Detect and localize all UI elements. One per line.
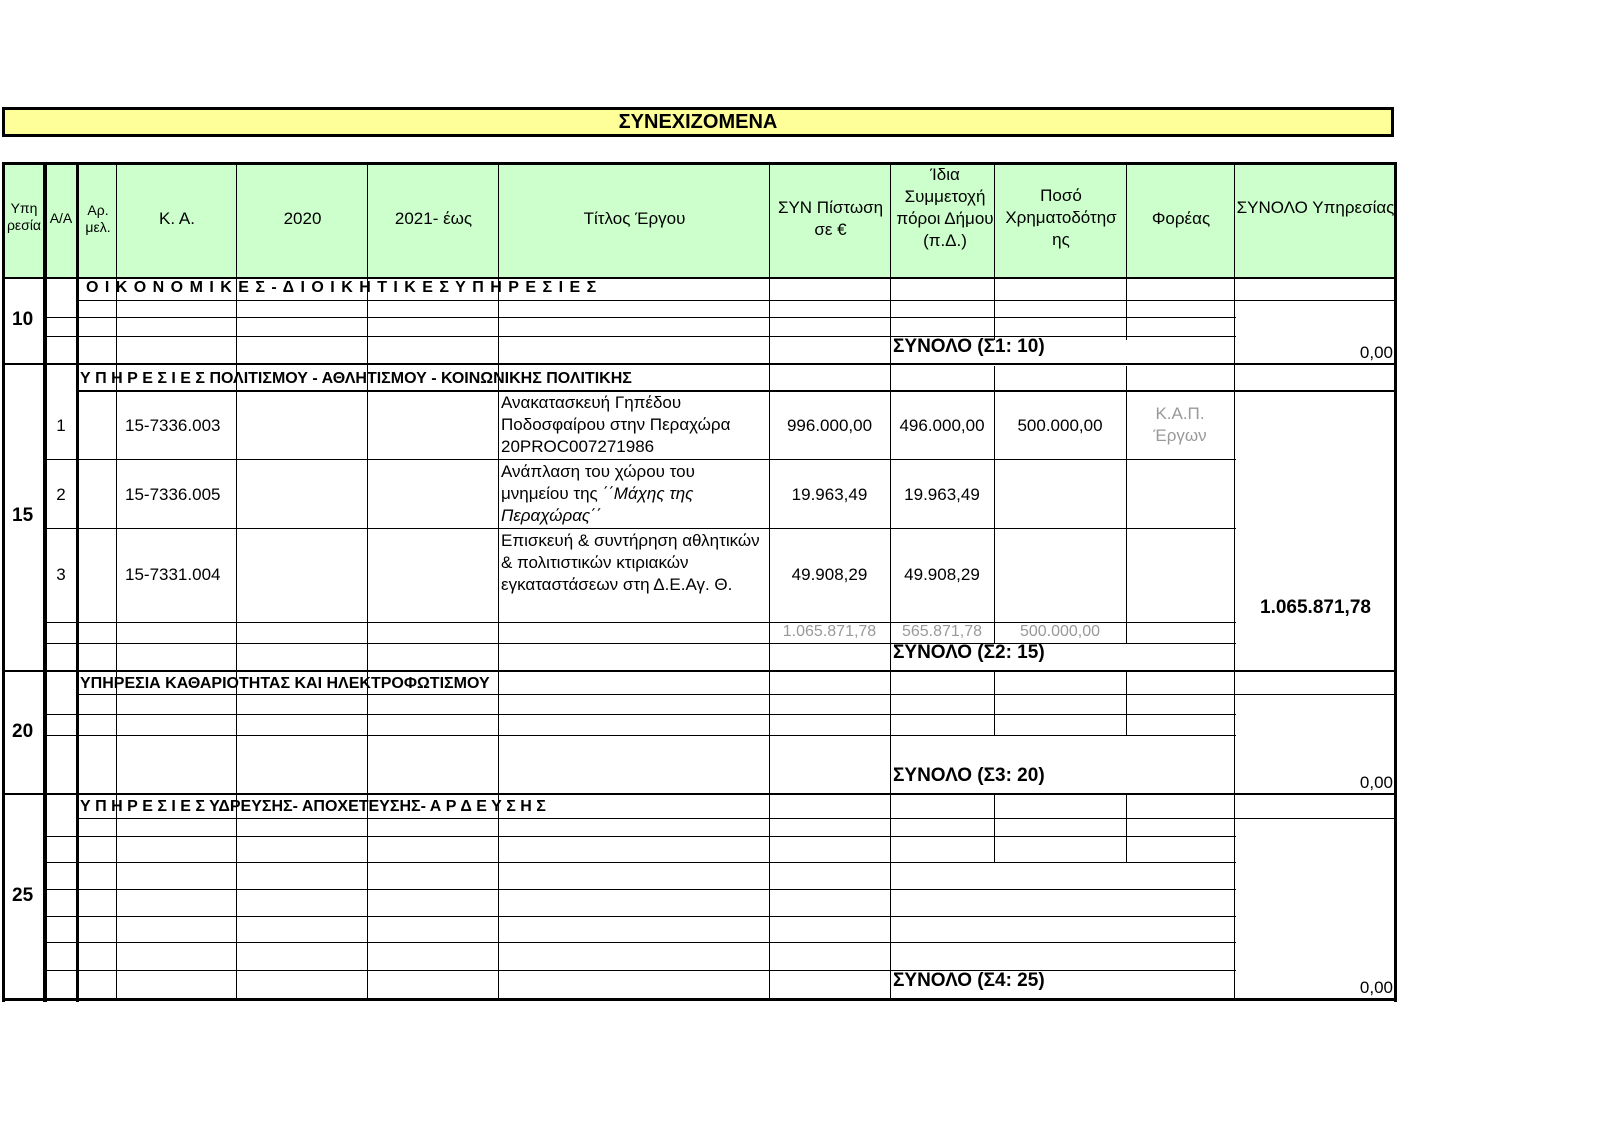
section-15-sum-label: ΣΥΝΟΛΟ (Σ2: 15) xyxy=(893,642,1045,663)
section-25-total: 0,00 xyxy=(1359,978,1393,997)
row-1-ka: 15-7336.003 xyxy=(125,416,221,435)
subtotal-credit: 1.065.871,78 xyxy=(782,623,877,640)
row-3-credit: 49.908,29 xyxy=(791,565,868,584)
header-aa: Α/Α xyxy=(49,210,73,226)
section-15-title: Υ Π Η Ρ Ε Σ Ι Ε Σ ΠΟΛΙΤΙΣΜΟΥ - ΑΘΛΗΤΙΣΜΟΥ - ΚΟΙΝΩΝΙΚΗΣ ΠΟΛΙΤΙΚΗΣ xyxy=(80,370,632,387)
section-10-sum-label: ΣΥΝΟΛΟ (Σ1: 10) xyxy=(893,336,1045,357)
section-20-total: 0,00 xyxy=(1359,773,1393,792)
section-10-total: 0,00 xyxy=(1359,343,1393,362)
subtotal-own: 565.871,78 xyxy=(901,623,983,640)
section-25-sum-label: ΣΥΝΟΛΟ (Σ4: 25) xyxy=(893,970,1045,991)
budget-table xyxy=(2,162,1397,1024)
header-credit: ΣΥΝ Πίστωση σε € xyxy=(777,198,884,239)
row-1-credit: 996.000,00 xyxy=(786,416,873,435)
row-2-aa: 2 xyxy=(56,485,66,504)
row-3-aa: 3 xyxy=(56,565,66,584)
row-2-title xyxy=(501,461,759,527)
header-ka: Κ. Α. xyxy=(159,209,195,228)
header-funding: Ποσό Χρηματοδότησ ης xyxy=(1005,186,1117,249)
row-3-ka: 15-7331.004 xyxy=(125,565,221,584)
header-service-total: ΣΥΝΟΛΟ Υπηρεσίας xyxy=(1236,198,1395,217)
row-2-own: 19.963,49 xyxy=(904,485,980,504)
row-2-credit: 19.963,49 xyxy=(791,485,868,504)
row-1-agency: Κ.Α.Π. Έργων xyxy=(1153,404,1207,445)
header-2021: 2021- έως xyxy=(394,209,473,228)
row-1-own: 496.000,00 xyxy=(899,416,985,435)
header-title: Τίτλος Έργου xyxy=(583,209,686,228)
row-1-title: Ανακατασκευή Γηπέδου Ποδοσφαίρου στην Περαχώρα 20PROC007271986 xyxy=(501,393,731,456)
section-25-code: 25 xyxy=(12,885,34,906)
section-20-code: 20 xyxy=(12,721,34,742)
header-ar-mel: Αρ. μελ. xyxy=(85,202,111,235)
row-2-ka: 15-7336.005 xyxy=(125,485,221,504)
section-20-title: ΥΠΗΡΕΣΙΑ ΚΑΘΑΡΙΟΤΗΤΑΣ ΚΑΙ ΗΛΕΚΤΡΟΦΩΤΙΣΜΟΥ xyxy=(80,675,490,692)
section-15-code: 15 xyxy=(12,505,34,526)
header-agency: Φορέας xyxy=(1151,209,1211,228)
continued-banner: ΣΥΝΕΧΙΖΟΜΕΝΑ xyxy=(2,107,1394,137)
row-3-own: 49.908,29 xyxy=(904,565,980,584)
row-1-aa: 1 xyxy=(56,416,66,435)
header-service: Υπη ρεσία xyxy=(6,200,42,233)
subtotal-funding: 500.000,00 xyxy=(1019,623,1101,640)
row-3-title: Επισκευή & συντήρηση αθλητικών & πολιτιστικών κτιριακών εγκαταστάσεων στη Δ.Ε.Αγ. Θ. xyxy=(501,531,760,594)
section-15-total: 1.065.871,78 xyxy=(1260,597,1371,618)
header-2020: 2020 xyxy=(283,209,322,228)
row-2-title-italic: ΄΄Μάχης της Περαχώρας΄΄ xyxy=(501,484,694,525)
section-10-title: Ο Ι Κ Ο Ν Ο Μ Ι Κ Ε Σ - Δ Ι Ο Ι Κ Η Τ Ι Κ Ε Σ Υ Π Η Ρ Ε Σ Ι Ε Σ xyxy=(86,279,598,296)
row-1-funding: 500.000,00 xyxy=(1017,416,1103,435)
header-own-resources: Ίδια Συμμετοχή πόροι Δήμου (π.Δ.) xyxy=(896,165,994,250)
row-2-title-plain: Ανάπλαση του χώρου του μνημείου της xyxy=(501,462,695,503)
section-20-sum-label: ΣΥΝΟΛΟ (Σ3: 20) xyxy=(893,765,1045,786)
section-10-code: 10 xyxy=(12,309,34,330)
section-25-title: Υ Π Η Ρ Ε Σ Ι Ε Σ ΥΔΡΕΥΣΗΣ- ΑΠΟΧΕΤΕΥΣΗΣ- Α Ρ Δ Ε Υ Σ Η Σ xyxy=(80,798,546,815)
